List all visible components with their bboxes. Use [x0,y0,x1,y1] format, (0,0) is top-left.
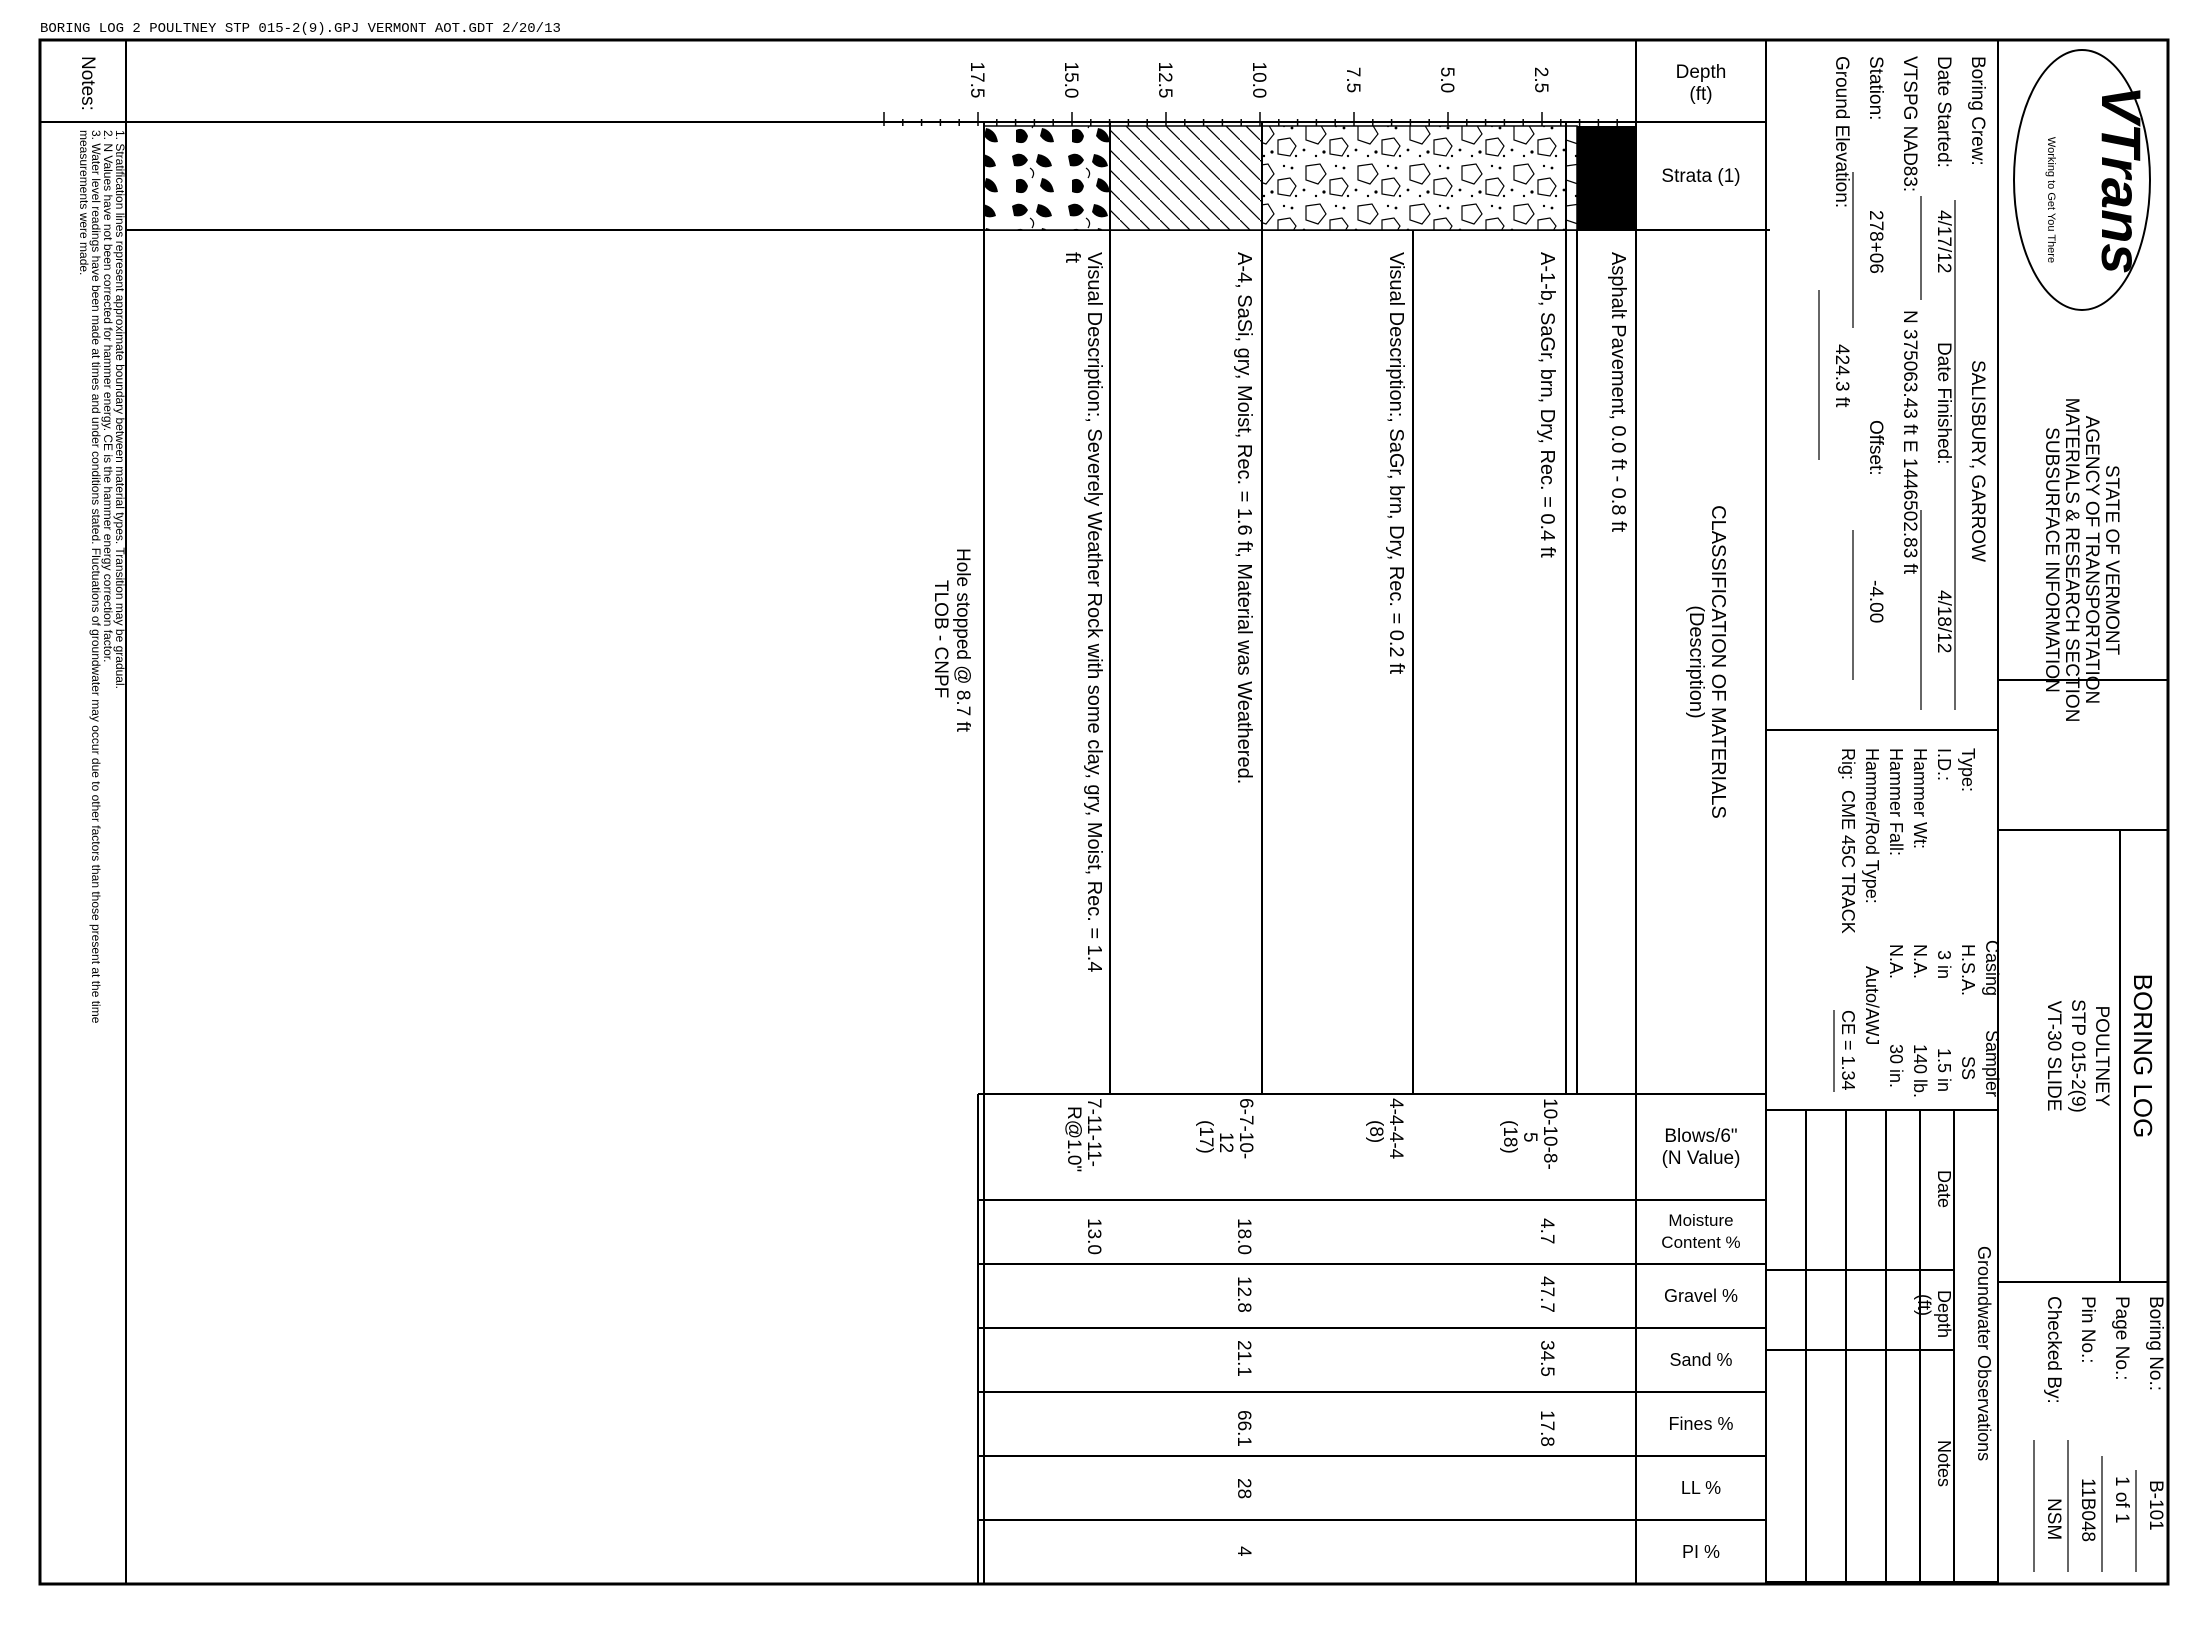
blows-value: 5 [1519,1132,1540,1143]
boring-crew: SALISBURY, GARROW [1967,360,1988,563]
pi-header: PI % [1681,1542,1721,1562]
gravel-header: Gravel % [1663,1286,1739,1306]
hammer-fall-label: Hammer Fall: [1886,748,1906,857]
depth-unit: (ft) [1689,84,1713,105]
type-label: Type: [1958,748,1978,793]
depth-tick-label: 5.0 [1436,66,1457,94]
station-label: Station: [1865,56,1886,121]
layer-description: Asphalt Pavement, 0.0 ft - 0.8 ft [1607,252,1629,533]
boring-log-title: BORING LOG [2128,973,2158,1139]
n-value: (18) [1499,1120,1520,1154]
agency-line: STATE OF VERMONT [2101,464,2122,656]
vtspg-coords: N 375063.43 ft E 1446502.83 ft [1899,310,1920,575]
station: 278+06 [1865,210,1886,274]
blows-value: 10-10-8- [1539,1098,1560,1170]
lab-results [1083,1218,1557,1557]
project-line: POULTNEY [2091,1005,2112,1107]
logo-text: VTrans [2090,85,2153,275]
gw-depth-unit: (ft) [1914,1294,1934,1316]
project-line: VT-30 SLIDE [2043,1000,2064,1112]
type-sampler: SS [1958,1056,1978,1081]
ground-elev-label: Ground Elevation: [1831,56,1852,209]
date-finished: 4/18/12 [1933,590,1954,654]
note-item: 1. Stratification lines represent approximate boundary between material types. Transition may be gradual. [113,130,127,689]
fines-value: 66.1 [1233,1410,1254,1447]
equipment-info [1834,748,2002,1098]
fines-header: Fines % [1668,1414,1734,1434]
hole-stopped: Hole stopped @ 8.7 ft [952,548,973,733]
sand-header: Sand % [1669,1350,1733,1370]
vtspg-label: VTSPG NAD83: [1899,56,1920,193]
hammer-fall-sampler: 30 in. [1886,1044,1906,1089]
file-header: BORING LOG 2 POULTNEY STP 015-2(9).GPJ VERMONT AOT.GDT 2/20/13 [40,21,561,37]
depth-tick-label: 15.0 [1060,61,1081,99]
depth-tick-label: 7.5 [1342,66,1363,94]
layer-descriptions [930,252,1629,972]
vtrans-logo [2014,50,2153,310]
ce-value: CE = 1.34 [1838,1010,1858,1091]
id-sampler: 1.5 in [1934,1048,1954,1093]
hammer-wt-sampler: 140 lb. [1910,1044,1930,1099]
blows-value: 4-4-4-4 [1385,1098,1406,1160]
column-headers [1661,62,1740,1562]
blows-value: 6-7-10- [1235,1098,1256,1160]
agency-line: MATERIALS & RESEARCH SECTION [2061,397,2082,723]
notes-label: Notes: [77,56,98,111]
layer-description: Visual Description:, SaGr, brn, Dry, Rec. = 0.2 ft [1385,252,1407,675]
sample-blows [1063,1098,1560,1172]
depth-tick-label: 10.0 [1248,61,1269,99]
sand-value: 34.5 [1536,1340,1557,1377]
moisture-value: 4.7 [1536,1218,1557,1245]
tlob: TLOB - CNPF [930,580,951,699]
depth-axis [884,62,1636,126]
depth-header: Depth [1675,62,1727,83]
page-no-label: Page No.: [2111,1296,2132,1381]
strata-column [984,126,1636,230]
gravel-value: 47.7 [1536,1276,1557,1313]
depth-tick-label: 17.5 [966,61,987,99]
gravel-value: 12.8 [1233,1276,1254,1313]
strata-gravel [1262,126,1577,230]
n-value: (8) [1365,1120,1386,1144]
sampler-label: Sampler [1982,1030,2002,1098]
ground-elev: 424.3 ft [1831,344,1852,408]
agency-name [2041,398,2122,723]
moisture-value: 13.0 [1083,1218,1104,1255]
depth-tick-label: 12.5 [1154,61,1175,99]
boring-no: B-101 [2145,1480,2166,1531]
rig: CME 45C TRACK [1838,790,1858,934]
n-value: (17) [1195,1120,1216,1154]
pin-no-label: Pin No.: [2077,1296,2098,1364]
hammer-rod-label: Hammer/Rod Type: [1862,748,1882,904]
blows-value: R@1.0" [1063,1106,1084,1173]
hammer-fall-casing: N.A. [1886,944,1906,980]
blows-sub: (N Value) [1661,1148,1741,1169]
checked-by: NSM [2043,1498,2064,1541]
classification-sub: (Description) [1685,605,1707,719]
gw-notes-label: Notes [1934,1440,1954,1488]
page-no: 1 of 1 [2111,1476,2132,1524]
moisture-value: 18.0 [1233,1218,1254,1255]
note-item: 3. Water level readings have been made at times and under conditions stated. Fluctuations of groundwater may occur due to other factors than those present at the time [89,130,103,1024]
type-casing: H.S.A. [1958,944,1978,997]
blows-value: 12 [1215,1132,1236,1154]
classification-header: CLASSIFICATION OF MATERIALS [1707,505,1729,819]
offset: -4.00 [1865,580,1886,624]
strata-silt [1110,126,1262,230]
date-finished-label: Date Finished: [1933,342,1954,465]
hammer-wt-label: Hammer Wt: [1910,748,1930,849]
logo-tagline: Working to Get You There [2045,136,2057,264]
offset-label: Offset: [1865,420,1886,476]
strata-asphalt [1577,126,1636,230]
project-line: STP 015-2(9) [2067,999,2088,1113]
sand-value: 21.1 [1233,1340,1254,1377]
strata-rock [984,126,1110,230]
note-item: 2. N Values have not been corrected for hammer energy. CE is the hammer energy correction factor. [101,130,115,663]
agency-line: AGENCY OF TRANSPORTATION [2081,415,2102,705]
boring-ids [2034,1296,2166,1572]
boring-no-label: Boring No.: [2145,1296,2166,1392]
hammer-wt-casing: N.A. [1910,944,1930,980]
gw-depth-label: Depth [1934,1290,1954,1339]
checked-by-label: Checked By: [2043,1296,2064,1404]
layer-description: Visual Description:, Severely Weather Rock with some clay, gry, Moist, Rec. = 1.4 [1083,252,1105,973]
groundwater-title: Groundwater Observations [1974,1246,1994,1462]
fines-value: 17.8 [1536,1410,1557,1447]
strata-header: Strata (1) [1661,166,1741,187]
date-started-label: Date Started: [1933,56,1954,168]
boring-crew-label: Boring Crew: [1967,56,1988,166]
date-started: 4/17/12 [1933,210,1954,274]
blows-header: Blows/6" [1664,1126,1738,1147]
notes-list [77,130,127,1024]
blows-value: 7-11-11- [1083,1098,1104,1167]
ll-value: 28 [1233,1478,1254,1500]
ll-header: LL % [1680,1478,1722,1498]
id-label: I.D.: [1934,748,1954,782]
depth-tick-label: 2.5 [1530,66,1551,94]
layer-description: ft [1061,252,1083,264]
agency-line: SUBSURFACE INFORMATION [2041,427,2062,693]
casing-label: Casing [1982,940,2002,997]
moisture-sub: Content % [1661,1233,1741,1252]
pi-value: 4 [1233,1546,1254,1557]
project-info [2043,974,2158,1139]
gw-date-label: Date [1934,1170,1954,1209]
pin-no: 11B048 [2077,1478,2098,1543]
boring-info [1819,56,1988,710]
id-casing: 3 in [1934,950,1954,980]
rig-label: Rig: [1838,748,1858,781]
hammer-rod: Auto/AWJ [1862,966,1882,1046]
layer-description: A-4, SaSi, gry, Moist, Rec. = 1.6 ft, Material was Weathered. [1233,252,1255,785]
moisture-header: Moisture [1668,1211,1734,1230]
note-item: measurements were made. [77,130,91,276]
layer-description: A-1-b, SaGr, brn, Dry, Rec. = 0.4 ft [1536,252,1558,558]
